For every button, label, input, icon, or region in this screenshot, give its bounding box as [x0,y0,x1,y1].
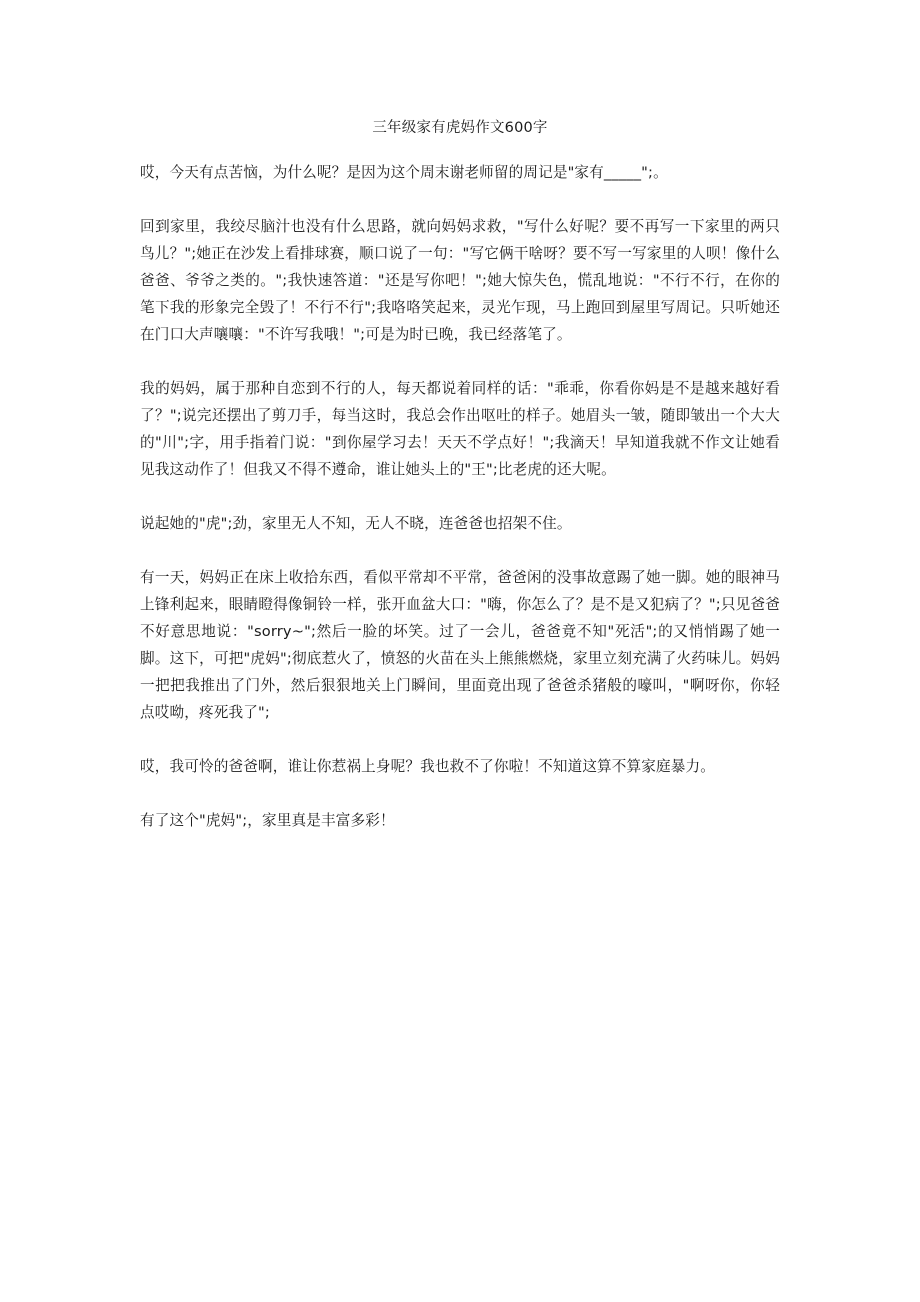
paragraph-5: 有一天，妈妈正在床上收拾东西，看似平常却不平常，爸爸闲的没事故意踢了她一脚。她的眼神马上锋利起来，眼睛瞪得像铜铃一样，张开血盆大口："嗨，你怎么了？是不是又犯病了？";只见爸爸不好意思地说："sorry~";然后一脸的坏笑。过了一会儿，爸爸竟不知"死活";的又悄悄踢了她一脚。这下，可把"虎妈";彻底惹火了，愤怒的火苗在头上熊熊燃烧，家里立刻充满了火药味儿。妈妈一把把我推出了门外，然后狠狠地关上门瞬间，里面竟出现了爸爸杀猪般的嚎叫，"啊呀你，你轻点哎呦，疼死我了"; [140,569,780,721]
document-title: 三年级家有虎妈作文600字 [372,120,548,136]
paragraph-1: 哎，今天有点苦恼，为什么呢？是因为这个周末谢老师留的周记是"家有_____";。 [140,164,668,181]
paragraph-6: 哎，我可怜的爸爸啊，谁让你惹祸上身呢？我也救不了你啦！不知道这算不算家庭暴力。 [140,758,716,775]
document-body [140,159,780,861]
paragraph-7: 有了这个"虎妈";，家里真是丰富多彩！ [140,812,395,829]
paragraph-2: 回到家里，我绞尽脑汁也没有什么思路，就向妈妈求救，"写什么好呢？要不再写一下家里的两只鸟儿？";她正在沙发上看排球赛，顺口说了一句："写它俩干啥呀？要不写一写家里的人呗！像什么爸爸、爷爷之类的。";我快速答道："还是写你吧！";她大惊失色，慌乱地说："不行不行，在你的笔下我的形象完全毁了！不行不行";我咯咯笑起来，灵光乍现，马上跑回到屋里写周记。只听她还在门口大声嚷嚷："不许写我哦！";可是为时已晚，我已经落笔了。 [140,218,780,343]
paragraph-4: 说起她的"虎";劲，家里无人不知，无人不晓，连爸爸也招架不住。 [140,515,572,532]
paragraph-3: 我的妈妈，属于那种自恋到不行的人，每天都说着同样的话："乖乖，你看你妈是不是越来越好看了？";说完还摆出了剪刀手，每当这时，我总会作出呕吐的样子。她眉头一皱，随即皱出一个大大的"川";字，用手指着门说："到你屋学习去！天天不学点好！";我滴天！早知道我就不作文让她看见我这动作了！但我又不得不遵命，谁让她头上的"王";比老虎的还大呢。 [140,380,780,478]
